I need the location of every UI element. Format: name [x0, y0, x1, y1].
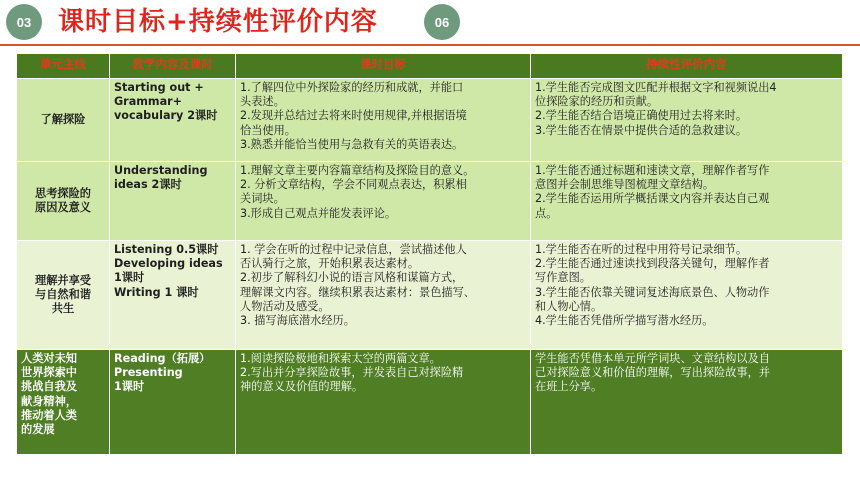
cell-text-line: 点。 — [535, 206, 558, 220]
cell-text-line: 人物活动及感受。 — [240, 299, 330, 313]
cell-text-line: 1.了解四位中外探险家的经历和成就，并能口 — [240, 81, 464, 94]
table-row — [17, 350, 843, 455]
cell-text-line: Understanding — [114, 164, 208, 177]
theme-cell — [17, 241, 110, 350]
header-content: 教学内容及课时 — [110, 54, 236, 79]
cell-text-line: 3.学生能否在情景中提供合适的急救建议。 — [535, 123, 748, 137]
evaluation-cell — [531, 79, 843, 162]
cell-text-line: Writing 1 课时 — [114, 285, 199, 299]
table-row — [17, 162, 843, 241]
cell-text-line: 原因及意义 — [35, 201, 91, 214]
cell-text-line: 意图并会制思维导图梳理文章结构。 — [535, 178, 715, 192]
cell-text-line: 写作意图。 — [535, 271, 591, 285]
header-goals: 课时目标 — [236, 54, 531, 79]
cell-text-line: Developing ideas — [114, 257, 223, 271]
section-number-badge: 03 — [6, 4, 42, 40]
cell-text-line: 与自然和谐 — [35, 287, 91, 301]
cell-text-line: 共生 — [51, 302, 75, 316]
goals-cell — [236, 241, 531, 350]
cell-text-line: 神的意义及价值的理解。 — [240, 380, 364, 394]
content-cell — [110, 350, 236, 455]
cell-text-line: 2.学生能否运用所学概括课文内容并表达自己观 — [535, 192, 770, 206]
cell-text-line: 位探险家的经历和贡献。 — [535, 95, 659, 109]
theme-cell — [17, 162, 110, 241]
cell-text-line: 和人物心情。 — [535, 299, 603, 313]
theme-cell — [17, 79, 110, 162]
cell-text-line: 人类对未知 — [21, 352, 77, 365]
cell-text-line: 世界探索中 — [21, 366, 77, 380]
cell-text-line: 思考探险的 — [35, 186, 91, 200]
page-number-badge: 06 — [424, 4, 460, 40]
cell-text-line: 恰当使用。 — [240, 123, 296, 137]
cell-text-line: 否认骑行之旅，开始积累表达素材。 — [240, 257, 420, 271]
cell-text-line: 1.阅读探险极地和探索太空的两篇文章。 — [240, 352, 441, 365]
goals-cell — [236, 350, 531, 455]
table-header-row — [17, 54, 843, 79]
cell-text-line: 1.学生能否在听的过程中用符号记录细节。 — [535, 243, 748, 256]
cell-text-line: 1课时 — [114, 271, 145, 285]
cell-text-line: 2.学生能否结合语境正确使用过去将来时。 — [535, 109, 748, 123]
table-row — [17, 241, 843, 350]
cell-text-line: Reading（拓展） — [114, 352, 211, 365]
cell-text-line: 2.写出并分享探险故事，并发表自己对探险精 — [240, 366, 464, 380]
cell-text-line: vocabulary 2课时 — [114, 109, 218, 123]
lesson-plan-table — [16, 53, 843, 455]
page-title: 课时目标+持续性评价内容 — [58, 7, 378, 37]
title-underline — [0, 44, 860, 46]
cell-text-line: 献身精神， — [21, 394, 77, 408]
cell-text-line: Starting out + — [114, 81, 204, 94]
goals-cell — [236, 162, 531, 241]
cell-text-line: 头表述。 — [240, 95, 285, 109]
cell-text-line: 1.理解文章主要内容篇章结构及探险目的意义。 — [240, 164, 475, 177]
content-cell — [110, 79, 236, 162]
theme-cell — [17, 350, 110, 455]
cell-text-line: 2. 分析文章结构，学会不同观点表达，积累相 — [240, 178, 467, 192]
cell-text-line: 了解探险 — [40, 112, 86, 126]
cell-text-line: 1. 学会在听的过程中记录信息，尝试描述他人 — [240, 243, 467, 256]
evaluation-cell — [531, 162, 843, 241]
cell-text-line: 4.学生能否凭借所学描写潜水经历。 — [535, 314, 714, 328]
cell-text-line: 2.初步了解科幻小说的语言风格和谋篇方式， — [240, 271, 464, 285]
cell-text-line: 关词块。 — [240, 192, 285, 206]
cell-text-line: 挑战自我及 — [21, 380, 77, 394]
cell-text-line: Listening 0.5课时 — [114, 243, 219, 256]
cell-text-line: 己对探险意义和价值的理解，写出探险故事，并 — [535, 366, 770, 380]
cell-text-line: 在班上分享。 — [535, 380, 603, 394]
cell-text-line: 3.熟悉并能恰当使用与急救有关的英语表达。 — [240, 137, 464, 151]
evaluation-cell — [531, 350, 843, 455]
header-evaluation: 持续性评价内容 — [531, 54, 843, 79]
cell-text-line: ideas 2课时 — [114, 178, 182, 192]
cell-text-line: 2.发现并总结过去将来时使用规律,并根据语境 — [240, 109, 467, 123]
cell-text-line: 推动着人类 — [21, 408, 77, 422]
cell-text-line: 2.学生能否通过速读找到段落关键句，理解作者 — [535, 257, 770, 271]
goals-cell — [236, 79, 531, 162]
cell-text-line: 3.形成自己观点并能发表评论。 — [240, 206, 397, 220]
cell-text-line: 理解课文内容。继续积累表达素材：景色描写、 — [240, 285, 475, 299]
content-cell — [110, 162, 236, 241]
cell-text-line: 学生能否凭借本单元所学词块、文章结构以及自 — [535, 352, 770, 365]
cell-text-line: 的发展 — [21, 423, 55, 437]
cell-text-line: 1.学生能否完成图文匹配并根据文字和视频说出4 — [535, 81, 777, 94]
cell-text-line: 1课时 — [114, 380, 145, 394]
cell-text-line: Presenting — [114, 366, 183, 380]
evaluation-cell — [531, 241, 843, 350]
cell-text-line: 理解并享受 — [35, 273, 91, 287]
cell-text-line: 3. 描写海底潜水经历。 — [240, 314, 355, 328]
cell-text-line: 3.学生能否依靠关键词复述海底景色、人物动作 — [535, 285, 770, 299]
table-row — [17, 79, 843, 162]
header-theme: 单元主线 — [17, 54, 110, 79]
cell-text-line: 1.学生能否通过标题和速读文章，理解作者写作 — [535, 164, 770, 177]
cell-text-line: Grammar+ — [114, 95, 183, 109]
content-cell — [110, 241, 236, 350]
